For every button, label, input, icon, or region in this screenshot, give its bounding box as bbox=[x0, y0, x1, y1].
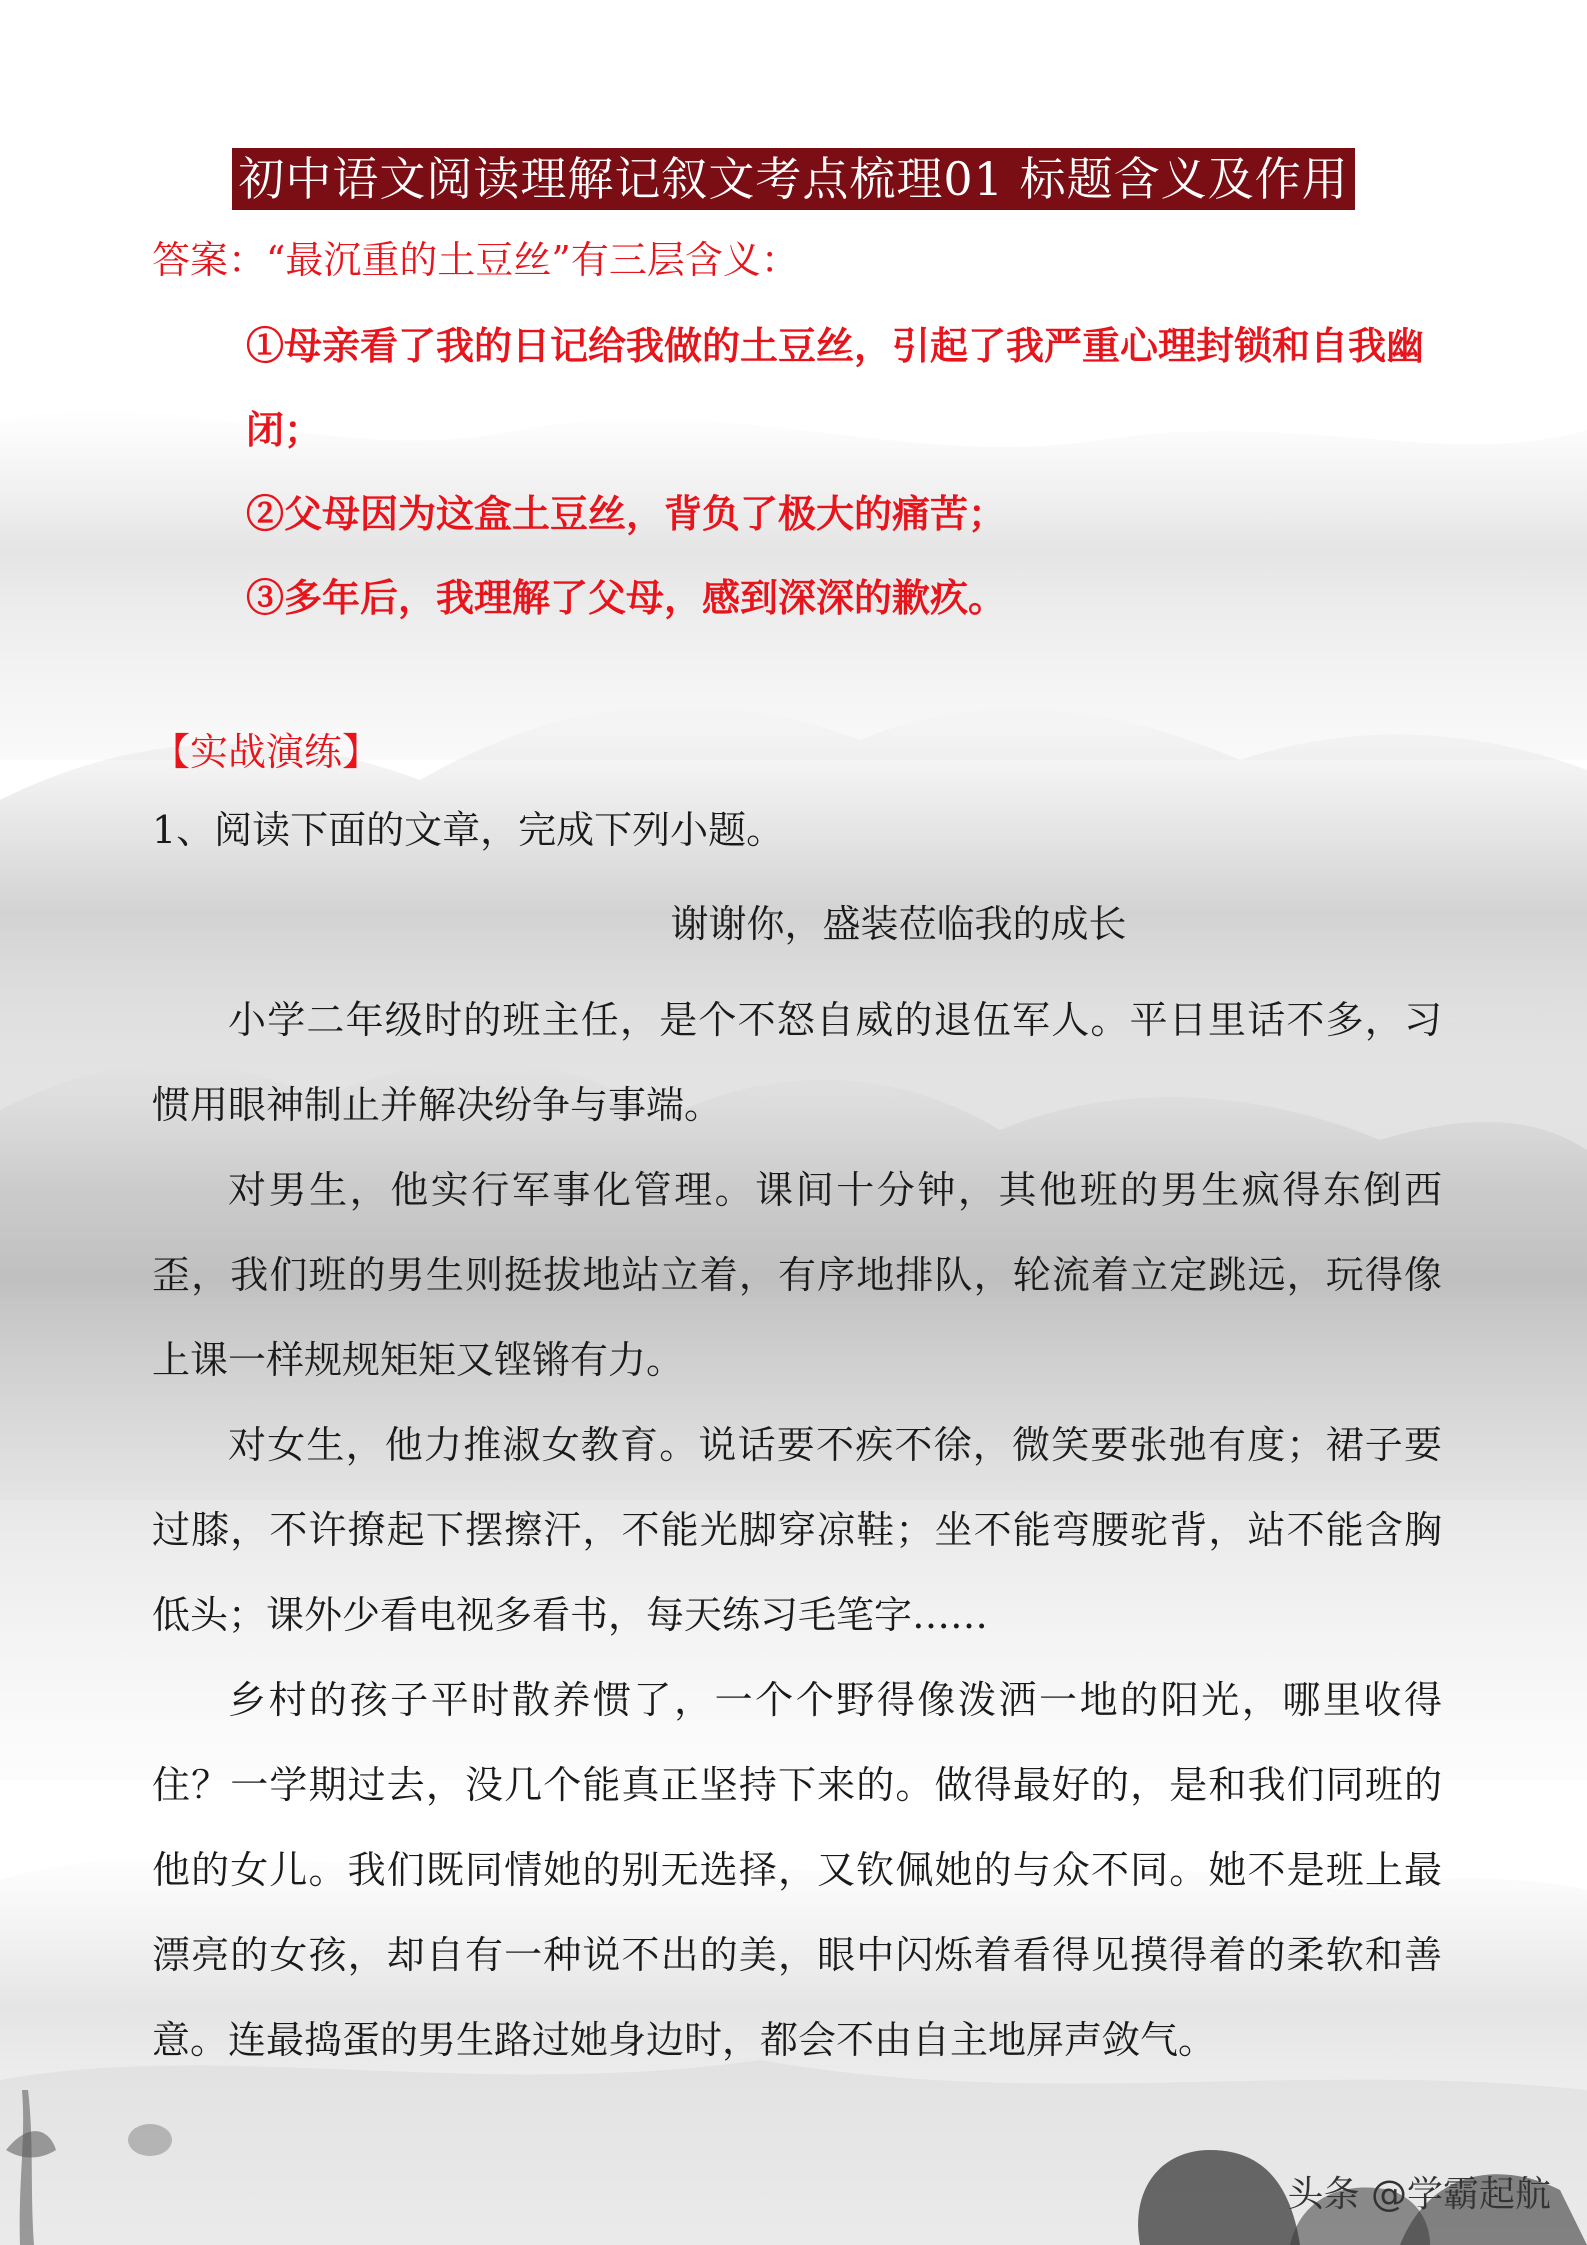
document-title: 初中语文阅读理解记叙文考点梳理01 标题含义及作用 bbox=[232, 148, 1354, 210]
article-title: 谢谢你，盛装莅临我的成长 bbox=[670, 902, 1127, 946]
article-body bbox=[152, 978, 1442, 2083]
article-paragraph: 小学二年级时的班主任，是个不怒自威的退伍军人。平日里话不多，习惯用眼神制止并解决纷争与事端。 bbox=[152, 998, 1442, 1127]
answer-item: ①母亲看了我的日记给我做的土豆丝，引起了我严重心理封锁和自我幽闭； bbox=[246, 323, 1425, 452]
question-prompt: 1、阅读下面的文章，完成下列小题。 bbox=[152, 808, 785, 852]
answer-item: ②父母因为这盒土豆丝，背负了极大的痛苦； bbox=[246, 491, 1007, 536]
title-container bbox=[0, 148, 1587, 210]
practice-section-tag: 【实战演练】 bbox=[152, 730, 381, 774]
watermark-text: 头条 @学霸起航 bbox=[1287, 2174, 1551, 2215]
source-watermark bbox=[1288, 2166, 1551, 2217]
article-paragraph: 对女生，他力推淑女教育。说话要不疾不徐，微笑要张弛有度；裙子要过膝，不许撩起下摆擦汗，不能光脚穿凉鞋；坐不能弯腰驼背，站不能含胸低头；课外少看电视多看书，每天练习毛笔字…… bbox=[152, 1423, 1442, 1637]
article-paragraph: 对男生，他实行军事化管理。课间十分钟，其他班的男生疯得东倒西歪，我们班的男生则挺拔地站立着，有序地排队，轮流着立定跳远，玩得像上课一样规规矩矩又铿锵有力。 bbox=[152, 1168, 1442, 1382]
article-paragraph: 乡村的孩子平时散养惯了，一个个野得像泼洒一地的阳光，哪里收得住？一学期过去，没几个能真正坚持下来的。做得最好的，是和我们同班的他的女儿。我们既同情她的别无选择，又钦佩她的与众不同。她不是班上最漂亮的女孩，却自有一种说不出的美，眼中闪烁着看得见摸得着的柔软和善意。连最捣蛋的男生路过她身边时，都会不由自主地屏声敛气。 bbox=[152, 1678, 1442, 2062]
answer-list bbox=[246, 304, 1446, 640]
article-title-row bbox=[0, 896, 1587, 952]
answer-heading: 答案：“最沉重的土豆丝”有三层含义： bbox=[152, 238, 799, 282]
answer-item: ③多年后，我理解了父母，感到深深的歉疚。 bbox=[246, 575, 1007, 620]
